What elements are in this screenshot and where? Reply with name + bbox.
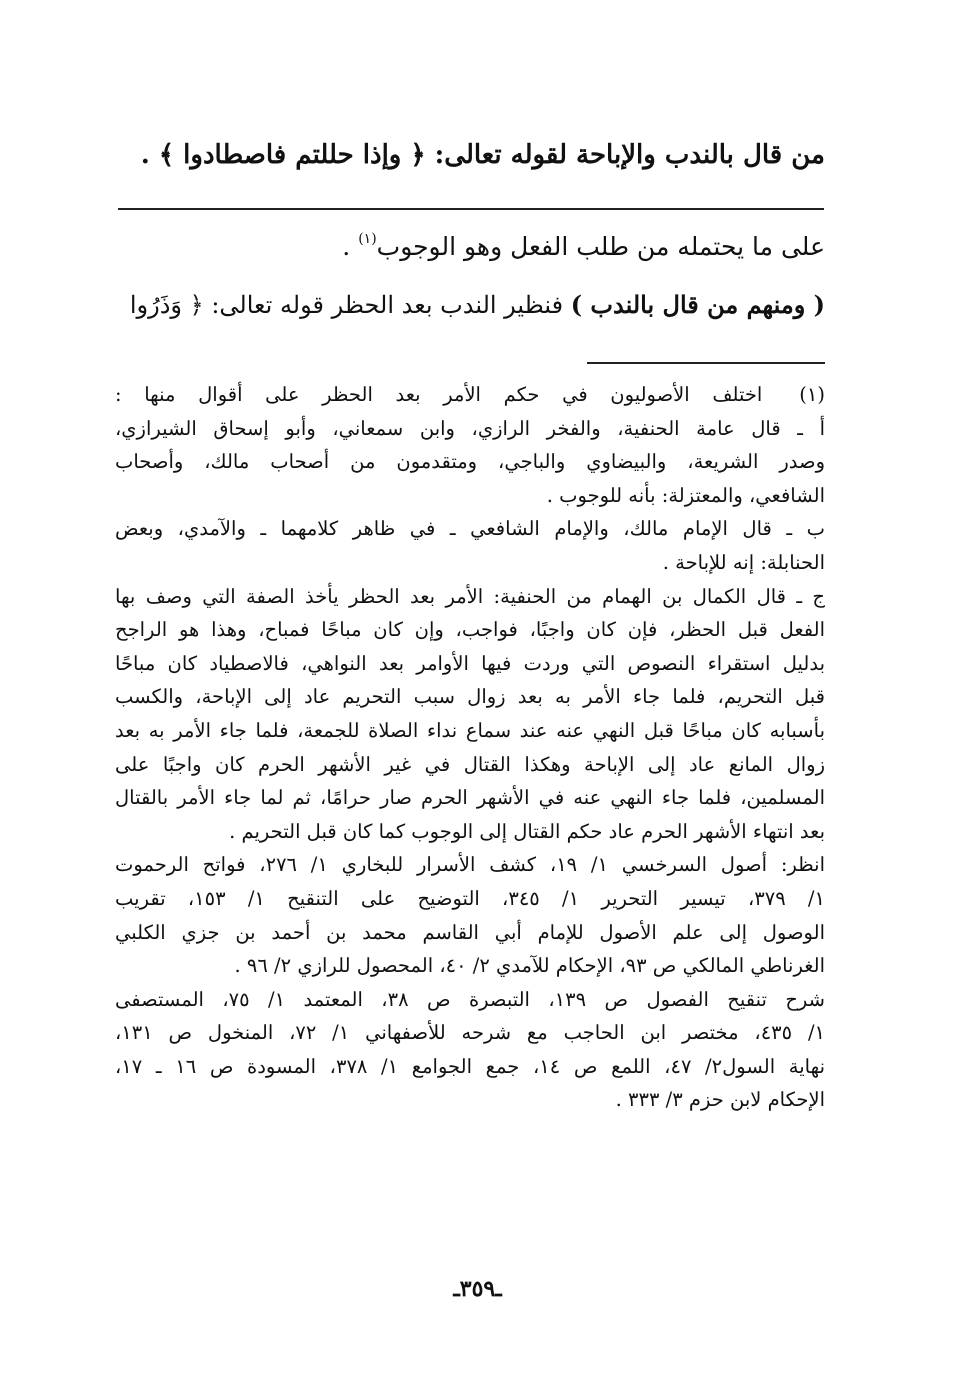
footnote-line: شرح تنقيح الفصول ص ١٣٩، التبصرة ص ٣٨، المعتمد ١/ ٧٥، المستصفى: [115, 987, 825, 1011]
footnote-line: [115, 378, 825, 412]
footnote-line: الغرناطي المالكي ص ٩٣، الإحكام للآمدي ٢/ ٤٠، المحصول للرازي ٢/ ٩٦ .: [234, 954, 825, 978]
footnote-line: ١/ ٤٣٥، مختصر ابن الحاجب مع شرحه للأصفهاني ١/ ٧٢، المنخول ص ١٣١،: [115, 1021, 825, 1045]
footnote-line: أ ـ قال عامة الحنفية، والفخر الرازي، وابن سمعاني، وأبو إسحاق الشيرازي،: [115, 416, 825, 440]
body-line-2-lead: ( ومنهم من قال بالندب ): [570, 290, 825, 319]
footnote-line: الإحكام لابن حزم ٣/ ٣٣٣ .: [615, 1088, 825, 1112]
footnote-line: الوصول إلى علم الأصول للإمام أبي القاسم محمد بن أحمد بن جزي الكلبي: [115, 920, 825, 944]
body-line-1-text: على ما يحتمله من طلب الفعل وهو الوجوب: [376, 232, 825, 261]
page-header: من قال بالندب والإباحة لقوله تعالى: ﴿ وإذا حللتم فاصطادوا ﴾ .: [140, 140, 825, 170]
footnote-block: [115, 378, 825, 1117]
footnote-line: ج ـ قال الكمال بن الهمام من الحنفية: الأمر بعد الحظر يأخذ الصفة التي وصف بها: [115, 584, 825, 608]
footnote-line-text: اختلف الأصوليون في حكم الأمر بعد الحظر على أقوال منها :: [115, 383, 763, 406]
page-number: ـ٣٥٩ـ: [453, 1276, 502, 1302]
footnote-line: قبل التحريم، فلما جاء الأمر به بعد زوال سبب التحريم عاد إلى الإباحة، والكسب: [115, 685, 825, 709]
footnote-line: المسلمين، فلما جاء النهي عنه في الأشهر الحرم صار حرامًا، ثم لما جاء الأمر بالقتال: [115, 786, 825, 810]
footnote-line: ١/ ٣٧٩، تيسير التحرير ١/ ٣٤٥، التوضيح على التنقيح ١/ ١٥٣، تقريب: [115, 886, 825, 910]
footnote-line: وصدر الشريعة، والبيضاوي والباجي، ومتقدمون من أصحاب مالك، وأصحاب: [115, 450, 825, 474]
footnote-number: (١): [799, 383, 825, 406]
body-line-1-end: .: [342, 232, 359, 261]
footnote-line: الحنابلة: إنه للإباحة .: [662, 550, 825, 574]
header-divider: [118, 208, 824, 210]
body-line-2: [125, 290, 825, 319]
footnote-line: الشافعي، والمعتزلة: بأنه للوجوب .: [546, 483, 825, 507]
footnote-line: ب ـ قال الإمام مالك، والإمام الشافعي ـ في ظاهر كلامهما ـ والآمدي، وبعض: [115, 517, 825, 541]
footnote-line: الفعل قبل الحظر، فإن كان واجبًا، فواجب، وإن كان مباحًا فمباح، وهذا هو الراجح: [115, 618, 825, 642]
footnote-line: نهاية السول٢/ ٤٧، اللمع ص ١٤، جمع الجوامع ١/ ٣٧٨، المسودة ص ١٦ ـ ١٧،: [115, 1054, 825, 1078]
body-line-2-text: فنظير الندب بعد الحظر قوله تعالى: ﴿ وَذَرُوا: [129, 291, 571, 319]
footnote-line: بأسبابه كان مباحًا قبل النهي عنه عند سماع نداء الصلاة للجمعة، فلما جاء الأمر به بعد: [115, 718, 825, 742]
body-line-1: [125, 232, 825, 261]
footnote-line: بدليل استقراء النصوص التي وردت فيها الأوامر بعد النواهي، فالاصطياد كان مباحًا: [115, 651, 825, 675]
footnote-line: زوال المانع عاد إلى الإباحة وهكذا القتال في غير الأشهر الحرم كان واجبًا على: [115, 752, 825, 776]
footnote-divider: [587, 362, 825, 364]
footnote-reference[interactable]: (١): [358, 231, 377, 247]
footnote-line: انظر: أصول السرخسي ١/ ١٩، كشف الأسرار للبخاري ١/ ٢٧٦، فواتح الرحموت: [115, 853, 825, 877]
footnote-line: بعد انتهاء الأشهر الحرم عاد حكم القتال إلى الوجوب كما كان قبل التحريم .: [229, 819, 825, 843]
